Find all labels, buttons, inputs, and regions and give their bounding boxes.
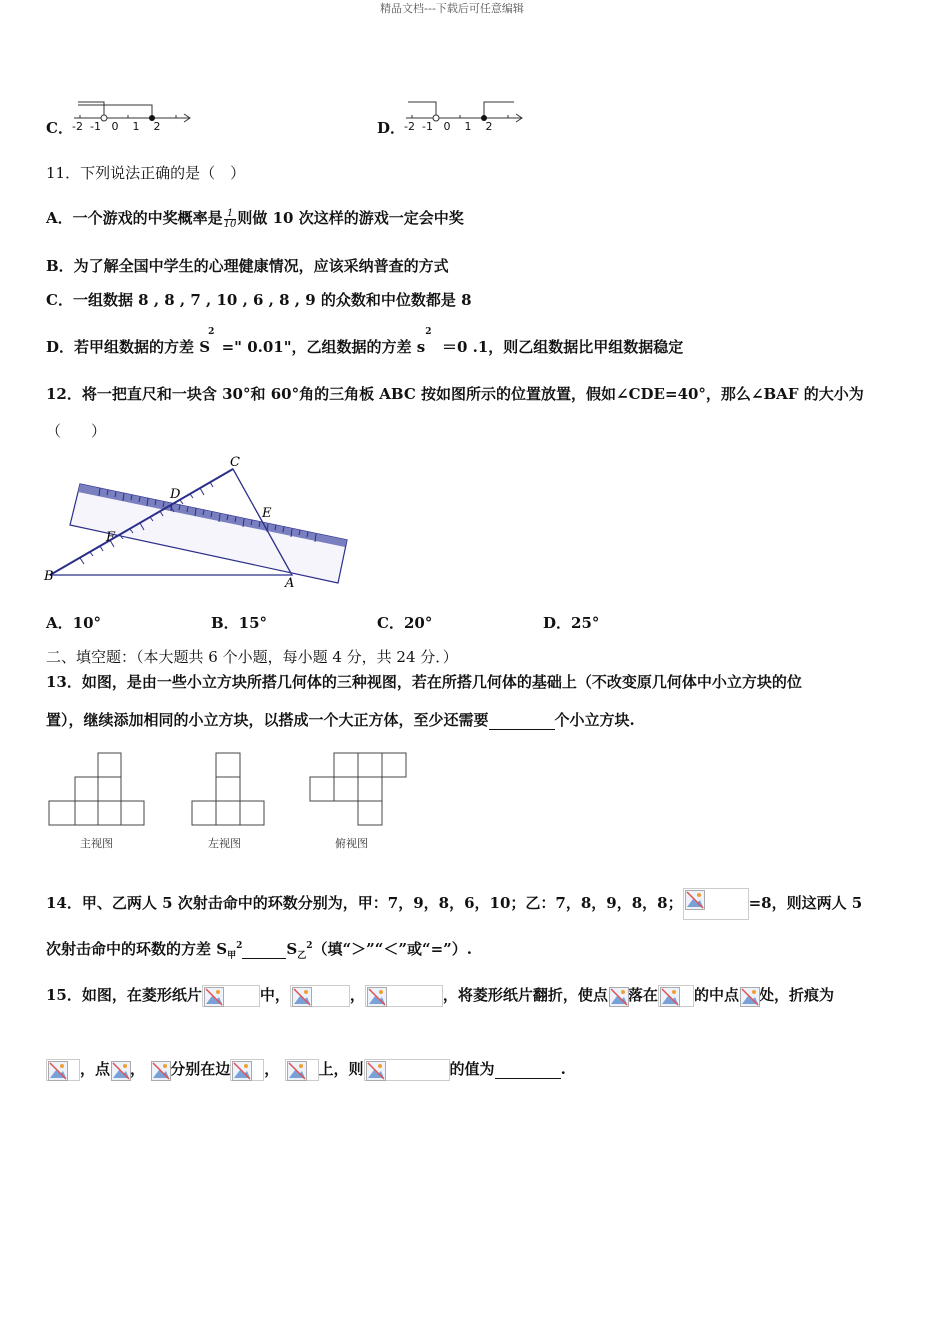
left-view: [192, 753, 264, 825]
broken-image-icon: [364, 1059, 450, 1081]
label-e: E: [262, 506, 272, 521]
answer-blank[interactable]: [495, 1060, 561, 1079]
q15-text: .: [560, 1060, 566, 1078]
answer-blank[interactable]: [242, 940, 286, 959]
q10-d-ticks: [404, 120, 492, 133]
q15-text: ，: [264, 1060, 280, 1078]
q11-option-c: C．一组数据 8 , 8 , 7 , 10 , 6 , 8 , 9 的众数和中位数都是 8: [46, 291, 472, 309]
q13-line2-pre: 置），继续添加相同的小立方块，以搭成一个大正方体，至少还需要: [46, 711, 489, 729]
q11-a-pre: A．一个游戏的中奖概率是: [46, 209, 223, 227]
sub-yi: 乙: [297, 951, 307, 961]
caption-front: 主视图: [80, 837, 113, 850]
tick-label: 1: [464, 120, 472, 133]
q15-text: ，将菱形纸片翻折，使点: [442, 986, 608, 1004]
answer-blank[interactable]: [489, 711, 555, 730]
q12-option-d: D．25°: [543, 614, 600, 632]
q14-line1-post: =8，则这两人 5: [748, 894, 863, 912]
label-f: F: [106, 530, 116, 545]
q14-line1-pre: 14．甲、乙两人 5 次射击命中的环数分别为，甲：7，9，8，6，10；乙：7，8，9，8，8；: [46, 894, 683, 912]
q15-text: ，: [130, 1060, 146, 1078]
broken-image-icon: [202, 985, 260, 1007]
q13-line2-post: 个小立方块.: [554, 711, 635, 729]
broken-image-icon: [365, 985, 443, 1007]
broken-image-icon: [290, 985, 350, 1007]
q13-three-views: [46, 752, 416, 852]
q14-line2-mid: S: [286, 940, 298, 958]
q14-line2-pre: 次射击命中的环数的方差 S: [46, 940, 228, 958]
broken-image-icon: [46, 1059, 80, 1081]
broken-image-icon: [608, 986, 628, 1006]
q12-ruler-triangle-figure: [40, 452, 360, 592]
broken-image-icon: [739, 986, 759, 1006]
tick-label: -1: [89, 120, 101, 133]
q14-line2: [46, 938, 472, 961]
sup: 2: [425, 327, 432, 337]
sub-jia: 甲: [227, 951, 237, 961]
q11-option-a: [46, 207, 464, 230]
label-a: A: [285, 576, 295, 591]
q13-line2: [46, 709, 635, 730]
q12-stem-line1: 12．将一把直尺和一块含 30°和 60°角的三角板 ABC 按如图所示的位置放置，假如∠CDE=40°，那么∠BAF 的大小为: [46, 385, 864, 403]
q15-text: 处，折痕为: [758, 986, 834, 1004]
broken-image-icon: [683, 888, 749, 920]
q15-line2: [46, 1058, 566, 1081]
q12-option-b: B．15°: [211, 614, 268, 632]
q14-line2-post: （填“＞”“＜”或“=”）.: [312, 940, 473, 958]
tick-label: -1: [421, 120, 433, 133]
q15-text: ，点: [80, 1060, 111, 1078]
q11-d-eq: =: [221, 338, 235, 356]
q11-d-pre: D．若甲组数据的方差 S: [46, 338, 211, 356]
q11-a-post: 则做 10 次这样的游戏一定会中奖: [237, 209, 464, 227]
q15-text: 中，: [259, 986, 290, 1004]
front-view: [49, 753, 144, 825]
q13-line1: 13．如图，是由一些小立方块所搭几何体的三种视图，若在所搭几何体的基础上（不改变原几何体中小立方块的位: [46, 673, 802, 691]
broken-image-icon: [110, 1060, 130, 1080]
q14-line1: [46, 888, 862, 920]
broken-image-icon: [150, 1060, 170, 1080]
section-fill-in-title: 二、填空题：（本大题共 6 个小题，每小题 4 分，共 24 分．）: [46, 648, 458, 666]
sup: 2: [236, 941, 243, 951]
tick-label: 1: [132, 120, 140, 133]
tick-label: 0: [111, 120, 119, 133]
q15-line1: [46, 984, 834, 1007]
q11-d-mid: " 0.01"，乙组数据的方差 s: [234, 338, 426, 356]
q12-option-c: C．20°: [377, 614, 433, 632]
q11-option-b: B．为了解全国中学生的心理健康情况，应该采纳普查的方式: [46, 257, 449, 275]
q10-c-ticks: [72, 120, 160, 133]
q15-text: 15．如图，在菱形纸片: [46, 986, 202, 1004]
q15-text: 的值为: [449, 1060, 495, 1078]
q11-stem: 11．下列说法正确的是（ ）: [46, 164, 246, 182]
broken-image-icon: [230, 1059, 264, 1081]
q11-option-d: [46, 327, 684, 357]
broken-image-icon: [658, 985, 694, 1007]
caption-left: 左视图: [208, 837, 241, 850]
frac-den: 10: [223, 218, 237, 230]
tick-label: 0: [443, 120, 451, 133]
tick-label: -2: [404, 120, 415, 133]
tick-label: 2: [153, 120, 161, 133]
caption-top: 俯视图: [335, 837, 368, 850]
frac-num: 1: [224, 209, 237, 220]
q11-d-post: ＝0 .1，则乙组数据比甲组数据稳定: [441, 338, 684, 356]
q12-stem-line2: （ ）: [46, 422, 107, 440]
q10-option-c-label: C．: [46, 119, 73, 137]
tick-label: -2: [72, 120, 83, 133]
top-view: [310, 753, 406, 825]
probability-fraction: [224, 209, 237, 230]
q15-text: 分别在边: [170, 1060, 231, 1078]
tick-label: 2: [485, 120, 493, 133]
label-c: C: [230, 455, 240, 470]
q15-text: 的中点: [693, 986, 739, 1004]
page-header: 精品文档---下载后可任意编辑: [380, 2, 524, 15]
q15-text: ，: [349, 986, 365, 1004]
q15-text: 落在: [627, 986, 658, 1004]
q15-text: 上，则: [318, 1060, 364, 1078]
sup: 2: [208, 327, 215, 337]
q10-option-d-label: D．: [377, 119, 406, 137]
label-b: B: [44, 569, 54, 584]
q12-option-a: A．10°: [46, 614, 102, 632]
broken-image-icon: [285, 1059, 319, 1081]
label-d: D: [170, 487, 181, 502]
sup: 2: [306, 941, 313, 951]
